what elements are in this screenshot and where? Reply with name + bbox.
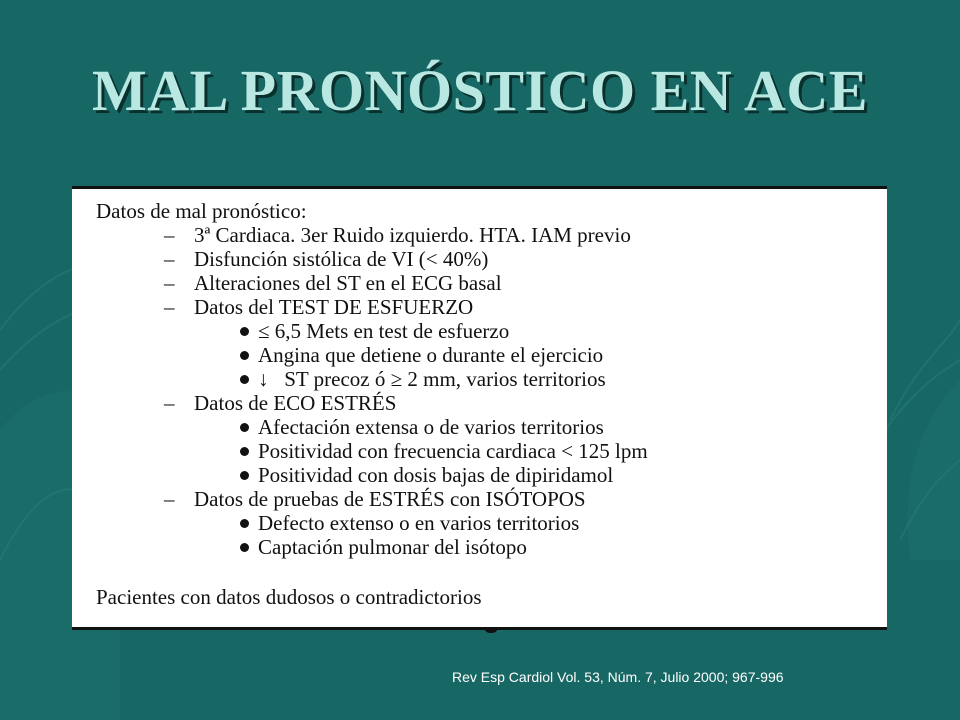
list-item bbox=[96, 295, 877, 319]
list-item-text: Datos de ECO ESTRÉS bbox=[194, 391, 397, 415]
bullet-icon bbox=[240, 327, 249, 336]
slide-title: MAL PRONÓSTICO EN ACE bbox=[92, 58, 868, 123]
list-item bbox=[96, 271, 877, 295]
sub-list-item bbox=[96, 415, 877, 439]
sub-list-item-text: ↓ ST precoz ó ≥ 2 mm, varios territorios bbox=[258, 367, 606, 391]
list-item bbox=[96, 487, 877, 511]
sub-list-item-text: Positividad con dosis bajas de dipiridamol bbox=[258, 463, 614, 487]
sub-list-item bbox=[96, 463, 877, 487]
sub-list-item-text: Afectación extensa o de varios territorios bbox=[258, 415, 604, 439]
panel-edge-mark bbox=[484, 627, 498, 633]
sub-list-item bbox=[96, 367, 877, 391]
sub-list-item-text: ≤ 6,5 Mets en test de esfuerzo bbox=[258, 319, 510, 343]
sub-list-item-text: Captación pulmonar del isótopo bbox=[258, 535, 527, 559]
list-item-text: Datos del TEST DE ESFUERZO bbox=[194, 295, 474, 319]
list-footer: Pacientes con datos dudosos o contradictorios bbox=[96, 585, 482, 609]
sub-list-item-text: Angina que detiene o durante el ejercicio bbox=[258, 343, 604, 367]
sub-list-item bbox=[96, 511, 877, 535]
list-item bbox=[96, 391, 877, 415]
list-item-text: Datos de pruebas de ESTRÉS con ISÓTOPOS bbox=[194, 487, 586, 511]
sub-list-item bbox=[96, 343, 877, 367]
content-panel bbox=[72, 186, 887, 630]
dash-marker: – bbox=[164, 391, 175, 415]
sub-list-item-text: Defecto extenso o en varios territorios bbox=[258, 511, 580, 535]
dash-marker: – bbox=[164, 223, 175, 247]
sub-list-item bbox=[96, 439, 877, 463]
list-item-text: Alteraciones del ST en el ECG basal bbox=[194, 271, 502, 295]
citation: Rev Esp Cardiol Vol. 53, Núm. 7, Julio 2000; 967-996 bbox=[452, 669, 784, 685]
dash-marker: – bbox=[164, 487, 175, 511]
spacer bbox=[96, 559, 877, 585]
dash-marker: – bbox=[164, 271, 175, 295]
sub-list-item bbox=[96, 319, 877, 343]
bullet-icon bbox=[240, 351, 249, 360]
list-item bbox=[96, 223, 877, 247]
list-item-text: Disfunción sistólica de VI (< 40%) bbox=[194, 247, 489, 271]
list-item bbox=[96, 247, 877, 271]
sub-list-item-text: Positividad con frecuencia cardiaca < 125 lpm bbox=[258, 439, 648, 463]
dash-marker: – bbox=[164, 295, 175, 319]
list-heading: Datos de mal pronóstico: bbox=[96, 199, 307, 223]
sub-list-item bbox=[96, 535, 877, 559]
bullet-icon bbox=[240, 423, 249, 432]
bullet-icon bbox=[240, 447, 249, 456]
bullet-icon bbox=[240, 471, 249, 480]
bullet-icon bbox=[240, 543, 249, 552]
bullet-icon bbox=[240, 519, 249, 528]
dash-marker: – bbox=[164, 247, 175, 271]
list-item-text: 3ª Cardiaca. 3er Ruido izquierdo. HTA. IAM previo bbox=[194, 223, 631, 247]
bullet-icon bbox=[240, 375, 249, 384]
content-list bbox=[96, 199, 877, 609]
